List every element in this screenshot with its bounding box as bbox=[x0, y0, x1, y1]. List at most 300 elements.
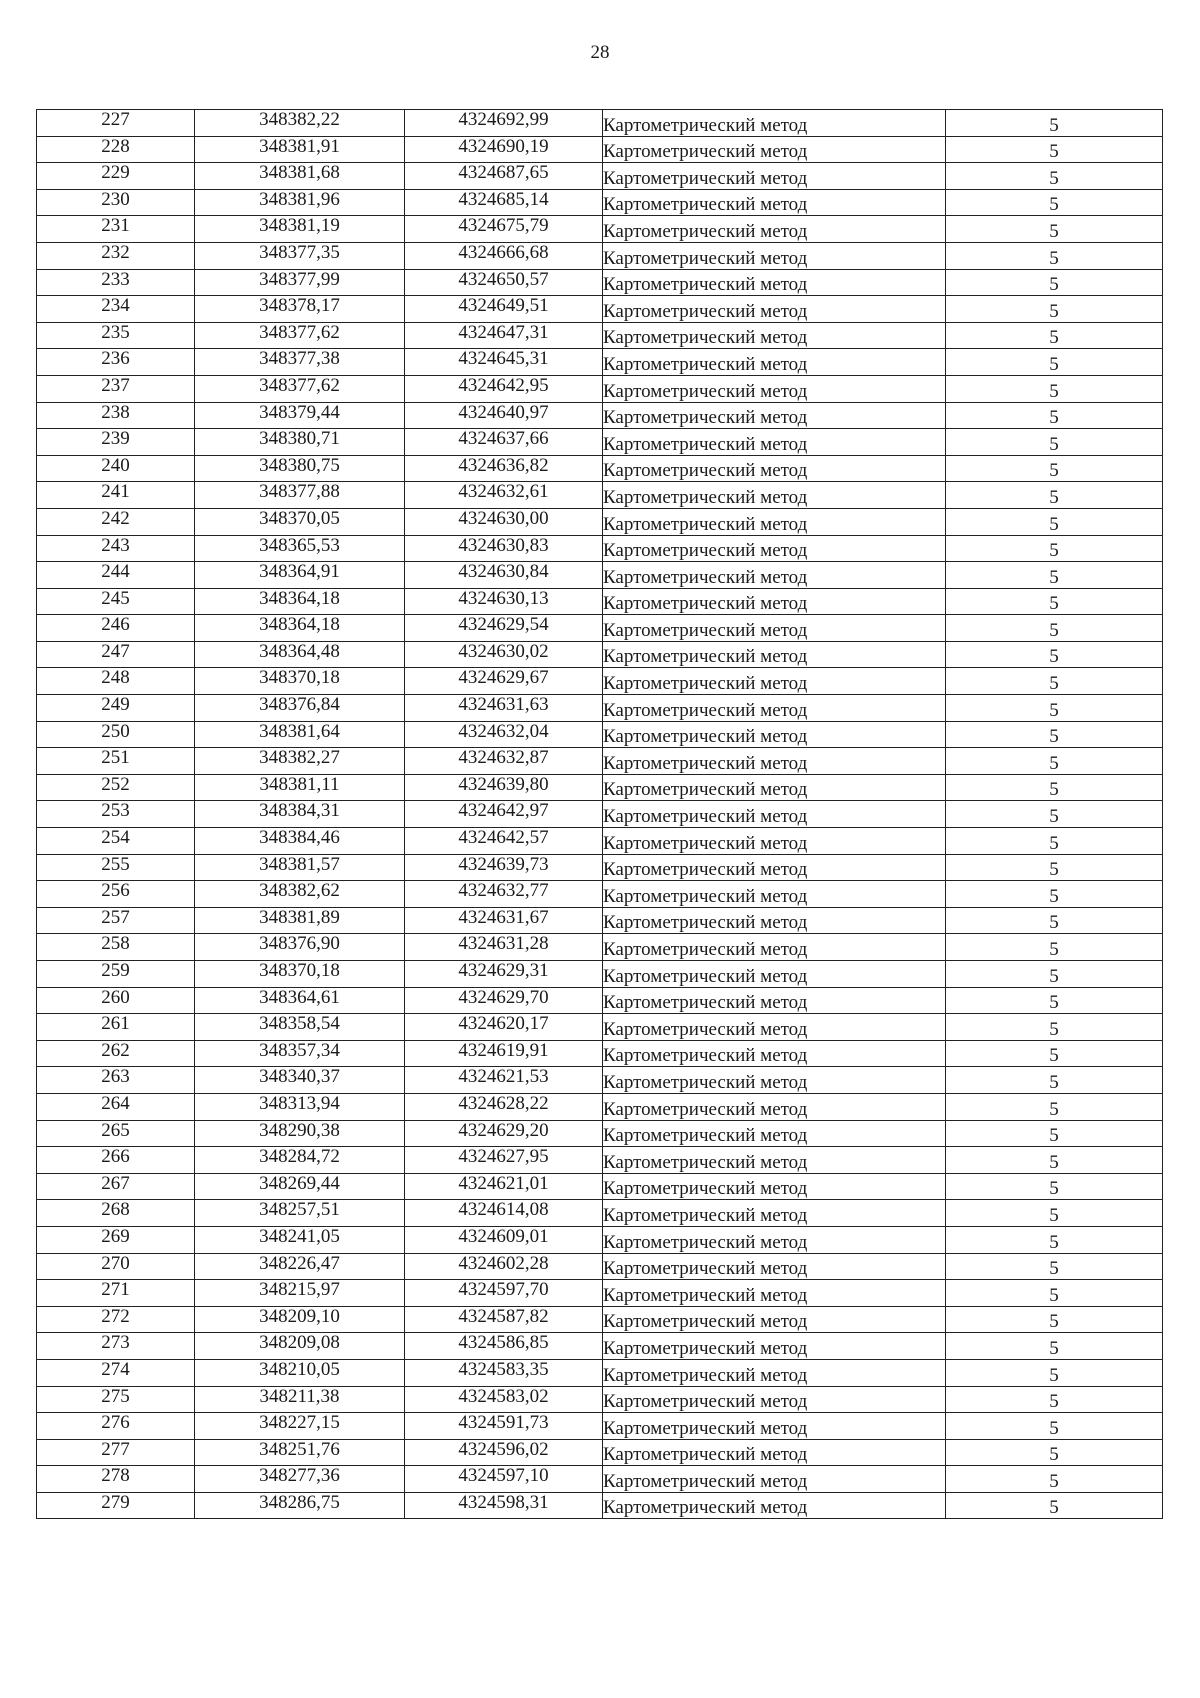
method-cell: Картометрический метод bbox=[603, 695, 946, 722]
x-coordinate-cell: 348381,91 bbox=[195, 136, 405, 163]
method-cell: Картометрический метод bbox=[603, 216, 946, 243]
table-row bbox=[37, 1333, 1163, 1360]
method-cell: Картометрический метод bbox=[603, 828, 946, 855]
table-row bbox=[37, 1226, 1163, 1253]
accuracy-cell: 5 bbox=[946, 508, 1163, 535]
table-row bbox=[37, 110, 1163, 137]
y-coordinate-cell: 4324675,79 bbox=[405, 216, 603, 243]
point-number-cell: 252 bbox=[37, 774, 195, 801]
accuracy-cell: 5 bbox=[946, 1093, 1163, 1120]
x-coordinate-cell: 348382,22 bbox=[195, 110, 405, 137]
table-row bbox=[37, 907, 1163, 934]
point-number-cell: 274 bbox=[37, 1359, 195, 1386]
method-cell: Картометрический метод bbox=[603, 1147, 946, 1174]
y-coordinate-cell: 4324642,57 bbox=[405, 828, 603, 855]
point-number-cell: 267 bbox=[37, 1173, 195, 1200]
y-coordinate-cell: 4324629,31 bbox=[405, 961, 603, 988]
point-number-cell: 272 bbox=[37, 1306, 195, 1333]
table-row bbox=[37, 615, 1163, 642]
accuracy-cell: 5 bbox=[946, 1306, 1163, 1333]
point-number-cell: 242 bbox=[37, 508, 195, 535]
x-coordinate-cell: 348380,75 bbox=[195, 455, 405, 482]
accuracy-cell: 5 bbox=[946, 987, 1163, 1014]
x-coordinate-cell: 348377,99 bbox=[195, 269, 405, 296]
x-coordinate-cell: 348364,91 bbox=[195, 562, 405, 589]
point-number-cell: 239 bbox=[37, 429, 195, 456]
point-number-cell: 269 bbox=[37, 1226, 195, 1253]
table-row bbox=[37, 1040, 1163, 1067]
table-row bbox=[37, 163, 1163, 190]
y-coordinate-cell: 4324586,85 bbox=[405, 1333, 603, 1360]
point-number-cell: 236 bbox=[37, 349, 195, 376]
table-row bbox=[37, 375, 1163, 402]
y-coordinate-cell: 4324583,35 bbox=[405, 1359, 603, 1386]
y-coordinate-cell: 4324692,99 bbox=[405, 110, 603, 137]
accuracy-cell: 5 bbox=[946, 1280, 1163, 1307]
point-number-cell: 276 bbox=[37, 1413, 195, 1440]
y-coordinate-cell: 4324645,31 bbox=[405, 349, 603, 376]
table-row bbox=[37, 562, 1163, 589]
x-coordinate-cell: 348384,46 bbox=[195, 828, 405, 855]
y-coordinate-cell: 4324639,80 bbox=[405, 774, 603, 801]
method-cell: Картометрический метод bbox=[603, 1200, 946, 1227]
table-row bbox=[37, 1492, 1163, 1519]
accuracy-cell: 5 bbox=[946, 1200, 1163, 1227]
point-number-cell: 228 bbox=[37, 136, 195, 163]
x-coordinate-cell: 348284,72 bbox=[195, 1147, 405, 1174]
accuracy-cell: 5 bbox=[946, 535, 1163, 562]
method-cell: Картометрический метод bbox=[603, 881, 946, 908]
accuracy-cell: 5 bbox=[946, 402, 1163, 429]
method-cell: Картометрический метод bbox=[603, 535, 946, 562]
y-coordinate-cell: 4324632,61 bbox=[405, 482, 603, 509]
y-coordinate-cell: 4324597,10 bbox=[405, 1466, 603, 1493]
accuracy-cell: 5 bbox=[946, 375, 1163, 402]
x-coordinate-cell: 348377,38 bbox=[195, 349, 405, 376]
accuracy-cell: 5 bbox=[946, 801, 1163, 828]
table-row bbox=[37, 216, 1163, 243]
y-coordinate-cell: 4324632,87 bbox=[405, 748, 603, 775]
table-row bbox=[37, 1359, 1163, 1386]
point-number-cell: 251 bbox=[37, 748, 195, 775]
x-coordinate-cell: 348209,08 bbox=[195, 1333, 405, 1360]
point-number-cell: 258 bbox=[37, 934, 195, 961]
table-row bbox=[37, 535, 1163, 562]
table-row bbox=[37, 828, 1163, 855]
y-coordinate-cell: 4324621,53 bbox=[405, 1067, 603, 1094]
x-coordinate-cell: 348241,05 bbox=[195, 1226, 405, 1253]
method-cell: Картометрический метод bbox=[603, 801, 946, 828]
x-coordinate-cell: 348290,38 bbox=[195, 1120, 405, 1147]
accuracy-cell: 5 bbox=[946, 641, 1163, 668]
method-cell: Картометрический метод bbox=[603, 588, 946, 615]
y-coordinate-cell: 4324650,57 bbox=[405, 269, 603, 296]
point-number-cell: 277 bbox=[37, 1439, 195, 1466]
accuracy-cell: 5 bbox=[946, 1147, 1163, 1174]
y-coordinate-cell: 4324687,65 bbox=[405, 163, 603, 190]
method-cell: Картометрический метод bbox=[603, 1492, 946, 1519]
y-coordinate-cell: 4324629,20 bbox=[405, 1120, 603, 1147]
point-number-cell: 275 bbox=[37, 1386, 195, 1413]
x-coordinate-cell: 348376,90 bbox=[195, 934, 405, 961]
accuracy-cell: 5 bbox=[946, 296, 1163, 323]
x-coordinate-cell: 348277,36 bbox=[195, 1466, 405, 1493]
x-coordinate-cell: 348381,57 bbox=[195, 854, 405, 881]
table-row bbox=[37, 296, 1163, 323]
method-cell: Картометрический метод bbox=[603, 1120, 946, 1147]
accuracy-cell: 5 bbox=[946, 455, 1163, 482]
x-coordinate-cell: 348257,51 bbox=[195, 1200, 405, 1227]
point-number-cell: 245 bbox=[37, 588, 195, 615]
table-row bbox=[37, 482, 1163, 509]
accuracy-cell: 5 bbox=[946, 854, 1163, 881]
table-row bbox=[37, 1173, 1163, 1200]
point-number-cell: 237 bbox=[37, 375, 195, 402]
method-cell: Картометрический метод bbox=[603, 349, 946, 376]
point-number-cell: 240 bbox=[37, 455, 195, 482]
x-coordinate-cell: 348381,64 bbox=[195, 721, 405, 748]
table-row bbox=[37, 961, 1163, 988]
method-cell: Картометрический метод bbox=[603, 1067, 946, 1094]
y-coordinate-cell: 4324690,19 bbox=[405, 136, 603, 163]
accuracy-cell: 5 bbox=[946, 110, 1163, 137]
y-coordinate-cell: 4324621,01 bbox=[405, 1173, 603, 1200]
y-coordinate-cell: 4324630,83 bbox=[405, 535, 603, 562]
y-coordinate-cell: 4324628,22 bbox=[405, 1093, 603, 1120]
method-cell: Картометрический метод bbox=[603, 375, 946, 402]
method-cell: Картометрический метод bbox=[603, 482, 946, 509]
accuracy-cell: 5 bbox=[946, 828, 1163, 855]
y-coordinate-cell: 4324602,28 bbox=[405, 1253, 603, 1280]
x-coordinate-cell: 348357,34 bbox=[195, 1040, 405, 1067]
x-coordinate-cell: 348377,35 bbox=[195, 242, 405, 269]
table-row bbox=[37, 269, 1163, 296]
y-coordinate-cell: 4324598,31 bbox=[405, 1492, 603, 1519]
table-row bbox=[37, 1466, 1163, 1493]
accuracy-cell: 5 bbox=[946, 1439, 1163, 1466]
point-number-cell: 259 bbox=[37, 961, 195, 988]
point-number-cell: 235 bbox=[37, 322, 195, 349]
x-coordinate-cell: 348377,62 bbox=[195, 322, 405, 349]
accuracy-cell: 5 bbox=[946, 748, 1163, 775]
x-coordinate-cell: 348376,84 bbox=[195, 695, 405, 722]
method-cell: Картометрический метод bbox=[603, 1306, 946, 1333]
method-cell: Картометрический метод bbox=[603, 269, 946, 296]
point-number-cell: 244 bbox=[37, 562, 195, 589]
point-number-cell: 263 bbox=[37, 1067, 195, 1094]
method-cell: Картометрический метод bbox=[603, 1333, 946, 1360]
method-cell: Картометрический метод bbox=[603, 961, 946, 988]
x-coordinate-cell: 348382,27 bbox=[195, 748, 405, 775]
accuracy-cell: 5 bbox=[946, 216, 1163, 243]
accuracy-cell: 5 bbox=[946, 482, 1163, 509]
method-cell: Картометрический метод bbox=[603, 1226, 946, 1253]
table-row bbox=[37, 801, 1163, 828]
y-coordinate-cell: 4324631,67 bbox=[405, 907, 603, 934]
point-number-cell: 255 bbox=[37, 854, 195, 881]
y-coordinate-cell: 4324587,82 bbox=[405, 1306, 603, 1333]
point-number-cell: 231 bbox=[37, 216, 195, 243]
accuracy-cell: 5 bbox=[946, 322, 1163, 349]
table-row bbox=[37, 1093, 1163, 1120]
table-row bbox=[37, 721, 1163, 748]
y-coordinate-cell: 4324583,02 bbox=[405, 1386, 603, 1413]
point-number-cell: 268 bbox=[37, 1200, 195, 1227]
y-coordinate-cell: 4324631,63 bbox=[405, 695, 603, 722]
x-coordinate-cell: 348364,48 bbox=[195, 641, 405, 668]
point-number-cell: 278 bbox=[37, 1466, 195, 1493]
x-coordinate-cell: 348381,89 bbox=[195, 907, 405, 934]
x-coordinate-cell: 348381,68 bbox=[195, 163, 405, 190]
table-row bbox=[37, 455, 1163, 482]
accuracy-cell: 5 bbox=[946, 1333, 1163, 1360]
accuracy-cell: 5 bbox=[946, 1466, 1163, 1493]
y-coordinate-cell: 4324596,02 bbox=[405, 1439, 603, 1466]
y-coordinate-cell: 4324609,01 bbox=[405, 1226, 603, 1253]
point-number-cell: 262 bbox=[37, 1040, 195, 1067]
accuracy-cell: 5 bbox=[946, 1067, 1163, 1094]
table-row bbox=[37, 881, 1163, 908]
method-cell: Картометрический метод bbox=[603, 562, 946, 589]
method-cell: Картометрический метод bbox=[603, 721, 946, 748]
accuracy-cell: 5 bbox=[946, 907, 1163, 934]
point-number-cell: 241 bbox=[37, 482, 195, 509]
accuracy-cell: 5 bbox=[946, 1173, 1163, 1200]
accuracy-cell: 5 bbox=[946, 1492, 1163, 1519]
x-coordinate-cell: 348286,75 bbox=[195, 1492, 405, 1519]
point-number-cell: 234 bbox=[37, 296, 195, 323]
accuracy-cell: 5 bbox=[946, 615, 1163, 642]
y-coordinate-cell: 4324640,97 bbox=[405, 402, 603, 429]
accuracy-cell: 5 bbox=[946, 774, 1163, 801]
x-coordinate-cell: 348364,61 bbox=[195, 987, 405, 1014]
method-cell: Картометрический метод bbox=[603, 242, 946, 269]
x-coordinate-cell: 348215,97 bbox=[195, 1280, 405, 1307]
accuracy-cell: 5 bbox=[946, 961, 1163, 988]
y-coordinate-cell: 4324637,66 bbox=[405, 429, 603, 456]
x-coordinate-cell: 348377,88 bbox=[195, 482, 405, 509]
table-row bbox=[37, 934, 1163, 961]
x-coordinate-cell: 348340,37 bbox=[195, 1067, 405, 1094]
x-coordinate-cell: 348209,10 bbox=[195, 1306, 405, 1333]
table-row bbox=[37, 695, 1163, 722]
point-number-cell: 279 bbox=[37, 1492, 195, 1519]
y-coordinate-cell: 4324647,31 bbox=[405, 322, 603, 349]
point-number-cell: 233 bbox=[37, 269, 195, 296]
y-coordinate-cell: 4324614,08 bbox=[405, 1200, 603, 1227]
accuracy-cell: 5 bbox=[946, 1226, 1163, 1253]
accuracy-cell: 5 bbox=[946, 269, 1163, 296]
point-number-cell: 238 bbox=[37, 402, 195, 429]
page-number: 28 bbox=[590, 42, 610, 63]
point-number-cell: 271 bbox=[37, 1280, 195, 1307]
y-coordinate-cell: 4324620,17 bbox=[405, 1014, 603, 1041]
method-cell: Картометрический метод bbox=[603, 1014, 946, 1041]
accuracy-cell: 5 bbox=[946, 695, 1163, 722]
method-cell: Картометрический метод bbox=[603, 854, 946, 881]
method-cell: Картометрический метод bbox=[603, 110, 946, 137]
point-number-cell: 260 bbox=[37, 987, 195, 1014]
table-row bbox=[37, 1413, 1163, 1440]
method-cell: Картометрический метод bbox=[603, 402, 946, 429]
y-coordinate-cell: 4324629,67 bbox=[405, 668, 603, 695]
x-coordinate-cell: 348358,54 bbox=[195, 1014, 405, 1041]
accuracy-cell: 5 bbox=[946, 1040, 1163, 1067]
table-row bbox=[37, 774, 1163, 801]
y-coordinate-cell: 4324591,73 bbox=[405, 1413, 603, 1440]
point-number-cell: 261 bbox=[37, 1014, 195, 1041]
method-cell: Картометрический метод bbox=[603, 1466, 946, 1493]
y-coordinate-cell: 4324632,77 bbox=[405, 881, 603, 908]
x-coordinate-cell: 348382,62 bbox=[195, 881, 405, 908]
y-coordinate-cell: 4324685,14 bbox=[405, 189, 603, 216]
x-coordinate-cell: 348370,18 bbox=[195, 668, 405, 695]
point-number-cell: 254 bbox=[37, 828, 195, 855]
x-coordinate-cell: 348381,19 bbox=[195, 216, 405, 243]
accuracy-cell: 5 bbox=[946, 1413, 1163, 1440]
method-cell: Картометрический метод bbox=[603, 1173, 946, 1200]
accuracy-cell: 5 bbox=[946, 881, 1163, 908]
method-cell: Картометрический метод bbox=[603, 1439, 946, 1466]
point-number-cell: 230 bbox=[37, 189, 195, 216]
method-cell: Картометрический метод bbox=[603, 429, 946, 456]
accuracy-cell: 5 bbox=[946, 668, 1163, 695]
accuracy-cell: 5 bbox=[946, 429, 1163, 456]
method-cell: Картометрический метод bbox=[603, 189, 946, 216]
accuracy-cell: 5 bbox=[946, 562, 1163, 589]
method-cell: Картометрический метод bbox=[603, 615, 946, 642]
point-number-cell: 253 bbox=[37, 801, 195, 828]
accuracy-cell: 5 bbox=[946, 721, 1163, 748]
point-number-cell: 229 bbox=[37, 163, 195, 190]
accuracy-cell: 5 bbox=[946, 1253, 1163, 1280]
table-row bbox=[37, 641, 1163, 668]
table-row bbox=[37, 1439, 1163, 1466]
accuracy-cell: 5 bbox=[946, 1120, 1163, 1147]
x-coordinate-cell: 348364,18 bbox=[195, 615, 405, 642]
x-coordinate-cell: 348380,71 bbox=[195, 429, 405, 456]
table-row bbox=[37, 854, 1163, 881]
point-number-cell: 249 bbox=[37, 695, 195, 722]
x-coordinate-cell: 348269,44 bbox=[195, 1173, 405, 1200]
x-coordinate-cell: 348381,96 bbox=[195, 189, 405, 216]
table-row bbox=[37, 987, 1163, 1014]
y-coordinate-cell: 4324627,95 bbox=[405, 1147, 603, 1174]
method-cell: Картометрический метод bbox=[603, 907, 946, 934]
method-cell: Картометрический метод bbox=[603, 641, 946, 668]
table-row bbox=[37, 402, 1163, 429]
method-cell: Картометрический метод bbox=[603, 136, 946, 163]
x-coordinate-cell: 348370,18 bbox=[195, 961, 405, 988]
method-cell: Картометрический метод bbox=[603, 508, 946, 535]
method-cell: Картометрический метод bbox=[603, 163, 946, 190]
table-row bbox=[37, 1067, 1163, 1094]
y-coordinate-cell: 4324597,70 bbox=[405, 1280, 603, 1307]
point-number-cell: 273 bbox=[37, 1333, 195, 1360]
point-number-cell: 256 bbox=[37, 881, 195, 908]
table-row bbox=[37, 1253, 1163, 1280]
table-row bbox=[37, 508, 1163, 535]
accuracy-cell: 5 bbox=[946, 934, 1163, 961]
x-coordinate-cell: 348365,53 bbox=[195, 535, 405, 562]
point-number-cell: 257 bbox=[37, 907, 195, 934]
table-row bbox=[37, 1147, 1163, 1174]
y-coordinate-cell: 4324636,82 bbox=[405, 455, 603, 482]
table-row bbox=[37, 1280, 1163, 1307]
accuracy-cell: 5 bbox=[946, 588, 1163, 615]
coordinates-table bbox=[36, 109, 1163, 1519]
method-cell: Картометрический метод bbox=[603, 1253, 946, 1280]
method-cell: Картометрический метод bbox=[603, 296, 946, 323]
y-coordinate-cell: 4324630,84 bbox=[405, 562, 603, 589]
x-coordinate-cell: 348211,38 bbox=[195, 1386, 405, 1413]
y-coordinate-cell: 4324639,73 bbox=[405, 854, 603, 881]
x-coordinate-cell: 348364,18 bbox=[195, 588, 405, 615]
table-row bbox=[37, 189, 1163, 216]
x-coordinate-cell: 348379,44 bbox=[195, 402, 405, 429]
method-cell: Картометрический метод bbox=[603, 1040, 946, 1067]
y-coordinate-cell: 4324630,13 bbox=[405, 588, 603, 615]
y-coordinate-cell: 4324630,00 bbox=[405, 508, 603, 535]
point-number-cell: 265 bbox=[37, 1120, 195, 1147]
accuracy-cell: 5 bbox=[946, 163, 1163, 190]
method-cell: Картометрический метод bbox=[603, 455, 946, 482]
point-number-cell: 243 bbox=[37, 535, 195, 562]
table-row bbox=[37, 1200, 1163, 1227]
method-cell: Картометрический метод bbox=[603, 934, 946, 961]
method-cell: Картометрический метод bbox=[603, 668, 946, 695]
table-row bbox=[37, 1014, 1163, 1041]
point-number-cell: 232 bbox=[37, 242, 195, 269]
x-coordinate-cell: 348210,05 bbox=[195, 1359, 405, 1386]
accuracy-cell: 5 bbox=[946, 349, 1163, 376]
table-row bbox=[37, 588, 1163, 615]
method-cell: Картометрический метод bbox=[603, 987, 946, 1014]
table-row bbox=[37, 242, 1163, 269]
y-coordinate-cell: 4324619,91 bbox=[405, 1040, 603, 1067]
point-number-cell: 248 bbox=[37, 668, 195, 695]
y-coordinate-cell: 4324630,02 bbox=[405, 641, 603, 668]
y-coordinate-cell: 4324631,28 bbox=[405, 934, 603, 961]
accuracy-cell: 5 bbox=[946, 1386, 1163, 1413]
table-row bbox=[37, 136, 1163, 163]
x-coordinate-cell: 348251,76 bbox=[195, 1439, 405, 1466]
coordinates-table-body bbox=[37, 110, 1163, 1519]
accuracy-cell: 5 bbox=[946, 1014, 1163, 1041]
y-coordinate-cell: 4324632,04 bbox=[405, 721, 603, 748]
x-coordinate-cell: 348226,47 bbox=[195, 1253, 405, 1280]
table-row bbox=[37, 748, 1163, 775]
point-number-cell: 247 bbox=[37, 641, 195, 668]
method-cell: Картометрический метод bbox=[603, 1093, 946, 1120]
table-row bbox=[37, 349, 1163, 376]
method-cell: Картометрический метод bbox=[603, 1280, 946, 1307]
y-coordinate-cell: 4324629,54 bbox=[405, 615, 603, 642]
table-row bbox=[37, 1386, 1163, 1413]
point-number-cell: 250 bbox=[37, 721, 195, 748]
x-coordinate-cell: 348313,94 bbox=[195, 1093, 405, 1120]
x-coordinate-cell: 348370,05 bbox=[195, 508, 405, 535]
table-row bbox=[37, 322, 1163, 349]
y-coordinate-cell: 4324666,68 bbox=[405, 242, 603, 269]
x-coordinate-cell: 348378,17 bbox=[195, 296, 405, 323]
table-row bbox=[37, 1306, 1163, 1333]
accuracy-cell: 5 bbox=[946, 242, 1163, 269]
accuracy-cell: 5 bbox=[946, 1359, 1163, 1386]
point-number-cell: 227 bbox=[37, 110, 195, 137]
point-number-cell: 266 bbox=[37, 1147, 195, 1174]
y-coordinate-cell: 4324642,97 bbox=[405, 801, 603, 828]
